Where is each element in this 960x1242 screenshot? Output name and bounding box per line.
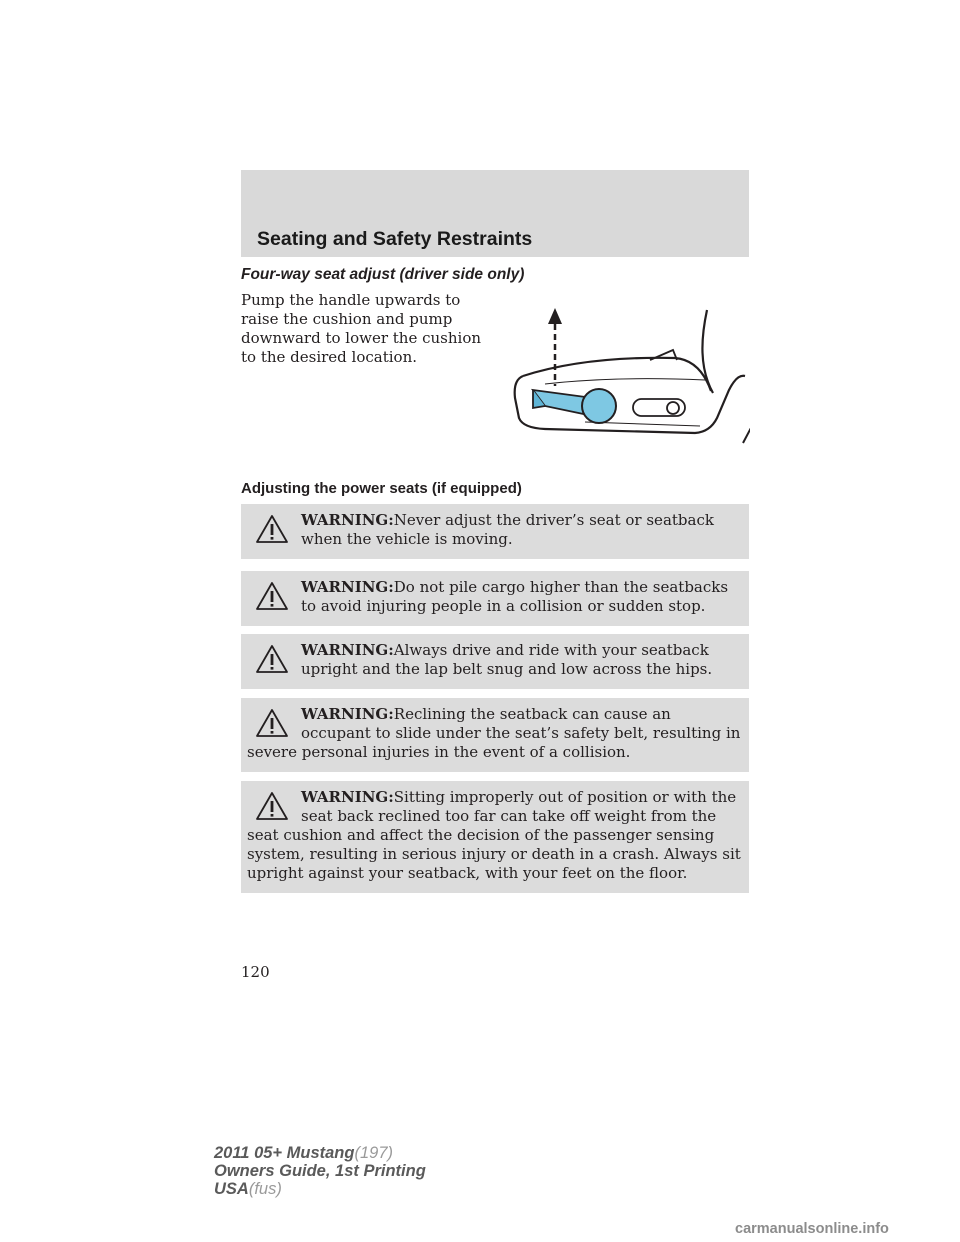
warning-triangle-icon [255, 513, 289, 545]
warning-message: Reclining the seatback can cause an occupant to slide under the seat’s safety belt, resulting in severe personal injuries in the event of a collision. [247, 705, 741, 761]
seat-adjust-illustration [505, 298, 750, 453]
warning-triangle-icon [255, 580, 289, 612]
warning-label: WARNING: [301, 641, 394, 659]
warning-box [241, 698, 749, 772]
footer-region-code: (fus) [248, 1180, 282, 1198]
warning-message: Never adjust the driver’s seat or seatback when the vehicle is moving. [301, 511, 714, 548]
four-way-seat-heading: Four-way seat adjust (driver side only) [241, 266, 525, 283]
warning-triangle-icon [255, 707, 289, 739]
warning-text [247, 641, 743, 679]
section-title: Seating and Safety Restraints [257, 228, 533, 250]
warning-label: WARNING: [301, 788, 394, 806]
warning-label: WARNING: [301, 578, 394, 596]
warning-box [241, 571, 749, 626]
warning-message: Sitting improperly out of position or with the seat back reclined too far can take off weight from the seat cushion and affect the decision of the passenger sensing system, resulting in serious injury or death in a crash. Always sit upright against your seatback, with your feet on the floor. [247, 788, 741, 882]
power-seats-heading: Adjusting the power seats (if equipped) [241, 480, 522, 497]
warning-message: Do not pile cargo higher than the seatbacks to avoid injuring people in a collision or sudden stop. [301, 578, 729, 615]
page-number: 120 [241, 963, 270, 981]
footer-model: 2011 05+ Mustang [214, 1144, 355, 1162]
footer-model-code: (197) [354, 1144, 393, 1162]
footer-line-1 [214, 1144, 426, 1162]
warning-triangle-icon [255, 643, 289, 675]
warning-box [241, 504, 749, 559]
section-header-band [241, 170, 749, 257]
footer-line-3 [214, 1180, 426, 1198]
warning-text [247, 705, 743, 762]
warning-box [241, 781, 749, 893]
footer-line-2: Owners Guide, 1st Printing [214, 1162, 426, 1180]
warning-triangle-icon [255, 790, 289, 822]
warning-text [247, 788, 743, 883]
warning-label: WARNING: [301, 705, 394, 723]
warning-box [241, 634, 749, 689]
warning-message: Always drive and ride with your seatback upright and the lap belt snug and low across the hips. [301, 641, 713, 678]
footer-region: USA [214, 1180, 249, 1198]
seat-adjust-diagram [505, 298, 750, 453]
warning-text [247, 578, 743, 616]
site-watermark: carmanualsonline.info [735, 1221, 889, 1237]
warning-text [247, 511, 743, 549]
warning-label: WARNING: [301, 511, 394, 529]
four-way-seat-instructions: Pump the handle upwards to raise the cushion and pump downward to lower the cushion to the desired location. [241, 291, 482, 366]
print-footer [214, 1144, 426, 1198]
